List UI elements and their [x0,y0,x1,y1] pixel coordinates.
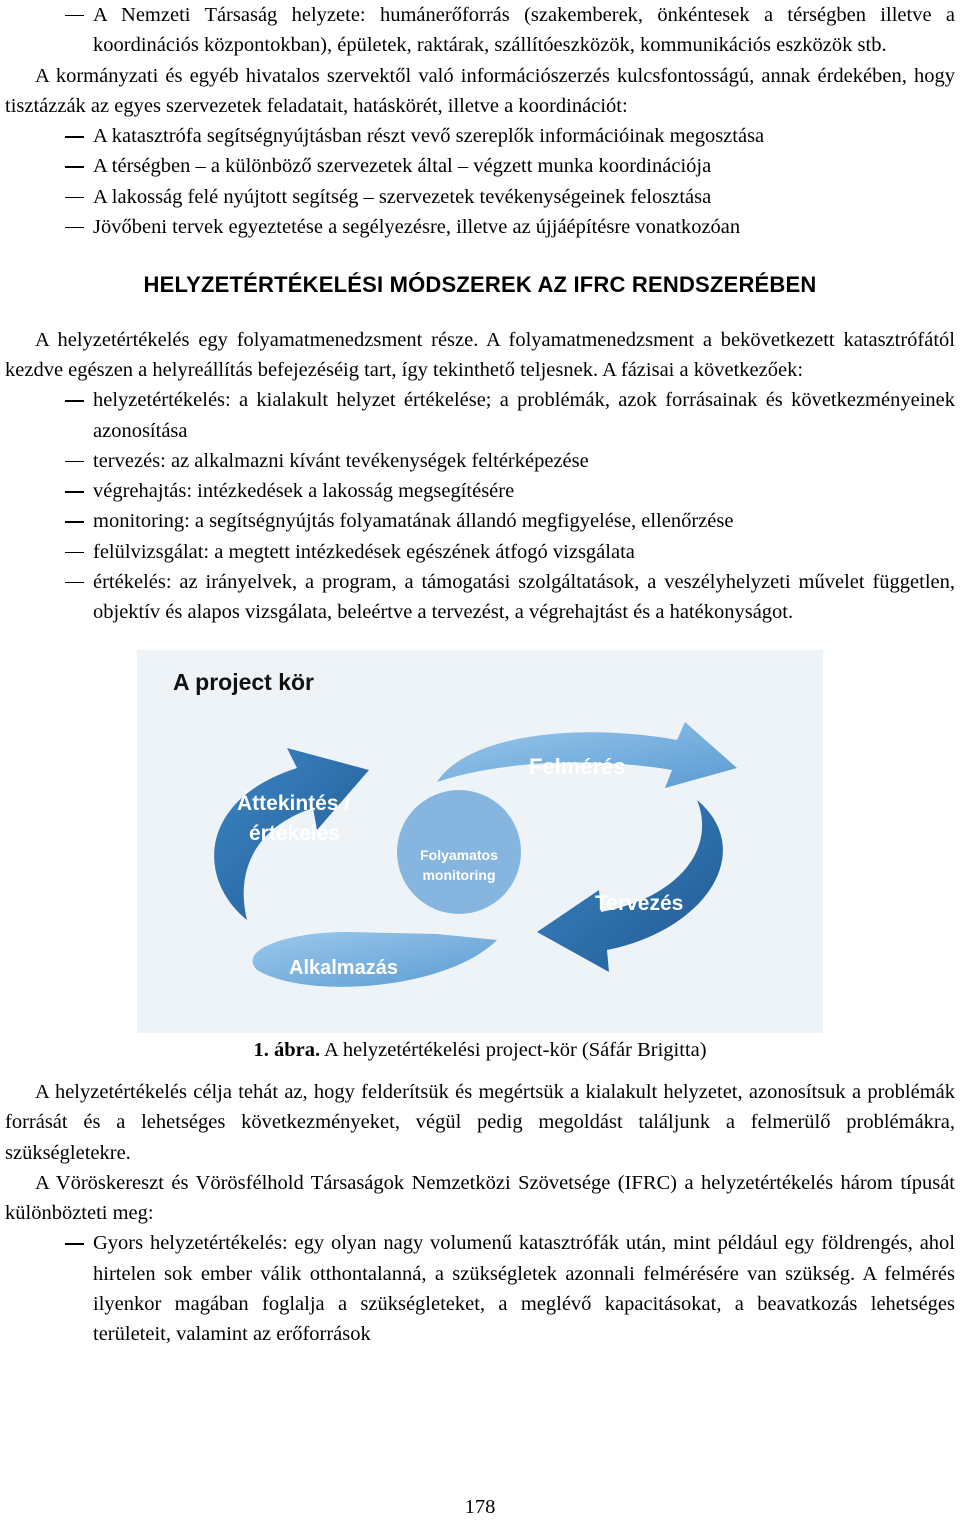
list-item: tervezés: az alkalmazni kívánt tevékenységek feltérképezése [5,446,955,476]
arrow-tervezes [537,800,723,972]
bullet-list [5,385,955,627]
label-center-1: Folyamatos [420,846,498,863]
list-item: monitoring: a segítségnyújtás folyamatának állandó megfigyelése, ellenőrzése [5,506,955,536]
label-alkalmazas: Alkalmazás [289,956,398,979]
label-felmeres: Felmérés [529,753,626,779]
figure-title: A project kör [173,668,315,695]
list-item: felülvizsgálat: a megtett intézkedések egészének átfogó vizsgálata [5,537,955,567]
list-item: végrehajtás: intézkedések a lakosság megsegítésére [5,476,955,506]
paragraph: A helyzetértékelés egy folyamatmenedzsment része. A folyamatmenedzsment a bekövetkezett katasztrófától kezdve egészen a helyreállítás befejezéséig tart, így tekinthető teljesnek. A fázisai a következőek: [5,328,955,381]
list-item: A katasztrófa segítségnyújtásban részt vevő szereplők információinak megosztása [5,121,955,151]
document-page [5,0,955,1350]
paragraph: A kormányzati és egyéb hivatalos szervektől való információszerzés kulcsfontosságú, annak érdekében, hogy tisztázzák az egyes szervezetek feladatait, hatáskörét, illetve a koordinációt: [5,64,955,117]
bullet-list [5,121,955,242]
section-heading: HELYZETÉRTÉKELÉSI MÓDSZEREK AZ IFRC RENDSZERÉBEN [143,272,817,298]
paragraph: A helyzetértékelés célja tehát az, hogy felderítsük és megértsük a kialakult helyzetet, azonosítsuk a problémák forrását és a lehetséges következményeket, végül pedig megoldást találjunk a felmerülő problémákra, szükségletekre. [5,1080,955,1164]
label-attekintes-2: értékelés [249,821,341,845]
label-attekintes-1: Áttekintés / [237,791,351,815]
list-item: helyzetértékelés: a kialakult helyzet értékelése; a problémák, azok forrásainak és következményeinek azonosítása [5,385,955,446]
label-tervezes: Tervezés [595,891,684,915]
paragraph: A Vöröskereszt és Vörösfélhold Társaságok Nemzetközi Szövetsége (IFRC) a helyzetértékelés három típusát különbözteti meg: [5,1171,955,1225]
list-item: A térségben – a különböző szervezetek által – végzett munka koordinációja [5,151,955,181]
page-number: 178 [464,1496,496,1518]
list-item: A lakosság felé nyújtott segítség – szervezetek tevékenységeinek felosztása [5,182,955,212]
label-center-2: monitoring [422,866,496,883]
project-cycle-figure [137,650,823,1033]
list-item: Gyors helyzetértékelés: egy olyan nagy volumenű katasztrófák után, mint például egy földrengés, ahol hirtelen sok ember válik otthontalanná, a szükségletek azonnali felmérésére van szükség. A felmérés ilyenkor magában foglalja a szükségleteket, a meglévő kapacitásokat, a beavatkozás lehetséges területeit, valamint az erőforrások [5,1228,955,1349]
caption-text: A helyzetértékelési project-kör (Sáfár Brigitta) [320,1038,707,1061]
project-cycle-diagram [137,650,823,1033]
list-item: Jövőbeni tervek egyeztetése a segélyezésre, illetve az újjáépítésre vonatkozóan [5,212,955,242]
list-item: A Nemzeti Társaság helyzete: humánerőforrás (szakemberek, önkéntesek a térségben illetve a koordinációs központokban), épületek, raktárak, szállítóeszközök, kommunikációs eszközök stb. [5,0,955,61]
bullet-list [5,1228,955,1349]
caption-label: 1. ábra. [253,1038,321,1061]
figure-caption [5,1035,955,1065]
list-item: értékelés: az irányelvek, a program, a támogatási szolgáltatások, a veszélyhelyzeti művelet független, objektív és alapos vizsgálata, beleértve a tervezést, a végrehajtást és a hatékonyságot. [5,567,955,628]
